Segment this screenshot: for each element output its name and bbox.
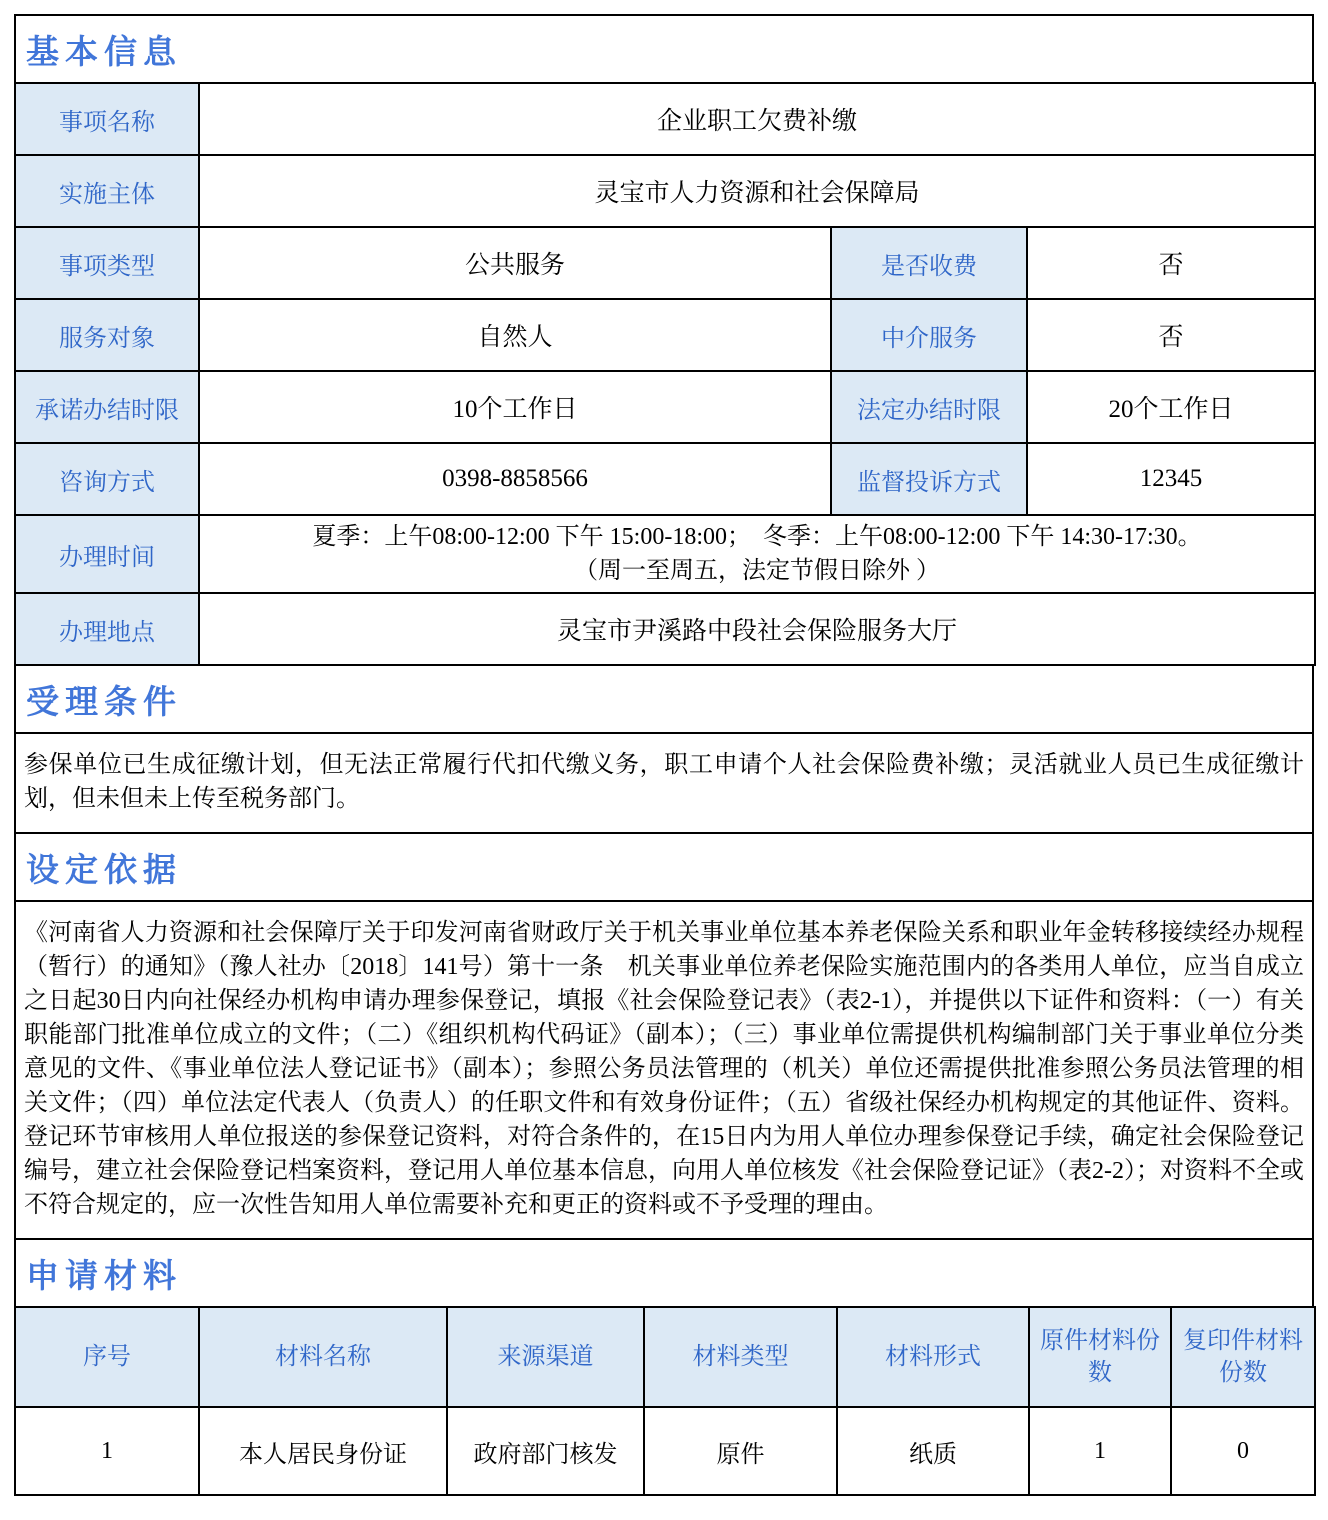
row-value: 10个工作日 [199,371,831,443]
material-copy-count: 0 [1171,1407,1315,1495]
row-label: 实施主体 [15,155,199,227]
schedule-line-2: （周一至周五，法定节假日除外 ） [574,558,941,584]
material-form: 纸质 [837,1407,1029,1495]
material-name: 本人居民身份证 [199,1407,447,1495]
row-value: 否 [1027,299,1315,371]
basic-info-table [14,82,1316,666]
column-header: 原件材料份数 [1029,1307,1171,1407]
row-label: 事项类型 [15,227,199,299]
section-title-acceptance-conditions [14,664,1314,734]
column-header: 材料类型 [644,1307,837,1407]
column-header: 来源渠道 [447,1307,644,1407]
section-title-basic-info [14,14,1314,84]
table-row [15,83,1315,155]
document-body [14,14,1314,1496]
table-row [15,443,1315,515]
row-label: 是否收费 [831,227,1027,299]
row-value: 公共服务 [199,227,831,299]
row-label: 承诺办结时限 [15,371,199,443]
column-header: 序号 [15,1307,199,1407]
row-value: 否 [1027,227,1315,299]
section-title-text: 设定依据 [26,850,182,888]
table-row [15,371,1315,443]
material-original-count: 1 [1029,1407,1171,1495]
table-row [15,299,1315,371]
legal-basis-text: 《河南省人力资源和社会保障厅关于印发河南省财政厅关于机关事业单位基本养老保险关系和职业年金转移接续经办规程（暂行）的通知》（豫人社办〔2018〕141号）第十一条 机关事业单位养老保险实施范围内的各类用人单位，应当自成立之日起30日内向社保经办机构申请办理参保登记，填报《社会保险登记表》（表2-1），并提供以下证件和资料：（一）有关职能部门批准单位成立的文件；（二）《组织机构代码证》（副本）；（三）事业单位需提供机构编制部门关于事业单位分类意见的文件、《事业单位法人登记证书》（副本）；参照公务员法管理的（机关）单位还需提供批准参照公务员法管理的相关文件；（四）单位法定代表人（负责人）的任职文件和有效身份证件；（五）省级社保经办机构规定的其他证件、资料。登记环节审核用人单位报送的参保登记资料，对符合条件的，在15日内为用人单位办理参保登记手续，确定社会保险登记编号，建立社会保险登记档案资料，登记用人单位基本信息，向用人单位核发《社会保险登记证》（表2-2）；对资料不全或不符合规定的，应一次性告知用人单位需要补充和更正的资料或不予受理的理由。 [14,900,1314,1240]
row-label: 监督投诉方式 [831,443,1027,515]
material-seq: 1 [15,1407,199,1495]
material-type: 原件 [644,1407,837,1495]
row-label: 法定办结时限 [831,371,1027,443]
row-value-schedule [199,515,1315,593]
schedule-line-1: 夏季：上午08:00-12:00 下午 15:00-18:00； 冬季：上午08:00-12:00 下午 14:30-17:30。 [312,524,1202,550]
row-value: 灵宝市尹溪路中段社会保险服务大厅 [199,593,1315,665]
row-value: 自然人 [199,299,831,371]
row-label: 咨询方式 [15,443,199,515]
section-title-application-materials [14,1238,1314,1308]
row-value: 灵宝市人力资源和社会保障局 [199,155,1315,227]
acceptance-conditions-text: 参保单位已生成征缴计划，但无法正常履行代扣代缴义务，职工申请个人社会保险费补缴；灵活就业人员已生成征缴计划，但未但未上传至税务部门。 [14,732,1314,834]
application-materials-table [14,1306,1316,1496]
material-source: 政府部门核发 [447,1407,644,1495]
row-label: 办理时间 [15,515,199,593]
table-row [15,227,1315,299]
column-header: 复印件材料份数 [1171,1307,1315,1407]
row-value: 12345 [1027,443,1315,515]
section-title-legal-basis [14,832,1314,902]
section-title-text: 申请材料 [26,1256,182,1294]
column-header: 材料形式 [837,1307,1029,1407]
table-row [15,593,1315,665]
row-label: 办理地点 [15,593,199,665]
materials-header-row [15,1307,1315,1407]
row-label: 服务对象 [15,299,199,371]
row-value: 企业职工欠费补缴 [199,83,1315,155]
table-row [15,155,1315,227]
section-title-text: 基本信息 [26,32,182,70]
row-label: 中介服务 [831,299,1027,371]
row-value: 20个工作日 [1027,371,1315,443]
section-title-text: 受理条件 [26,682,182,720]
row-label: 事项名称 [15,83,199,155]
materials-data-row [15,1407,1315,1495]
row-value: 0398-8858566 [199,443,831,515]
column-header: 材料名称 [199,1307,447,1407]
table-row [15,515,1315,593]
